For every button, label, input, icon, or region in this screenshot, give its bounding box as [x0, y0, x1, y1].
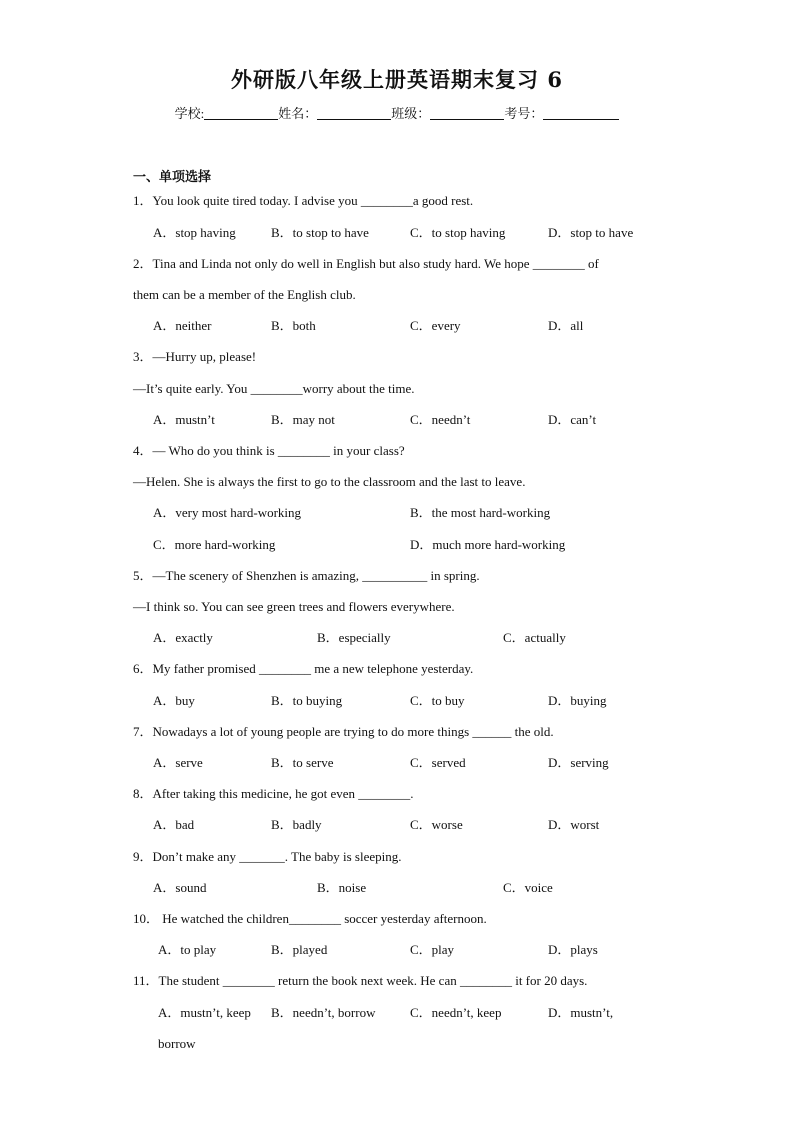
q4-option-b[interactable]: B．the most hard-working	[410, 505, 551, 520]
class-label: 班级：	[391, 106, 431, 121]
question-4-stem-cont: —Helen. She is always the first to go to the classroom and the last to leave.	[133, 474, 526, 489]
school-label: 学校:	[174, 106, 205, 121]
q8-option-b[interactable]: B．badly	[271, 817, 322, 832]
q4-option-c[interactable]: C．more hard-working	[153, 537, 276, 552]
question-3-stem: 3．—Hurry up, please!	[133, 349, 257, 364]
q1-option-d[interactable]: D．stop to have	[548, 225, 634, 240]
question-8-stem: 8．After taking this medicine, he got even ________.	[133, 786, 414, 801]
page-title: 外研版八年级上册英语期末复习 6	[231, 67, 563, 92]
q1-option-a[interactable]: A．stop having	[153, 225, 236, 240]
q4-option-a[interactable]: A．very most hard-working	[153, 505, 302, 520]
q7-option-a[interactable]: A．serve	[153, 755, 203, 770]
student-info-row	[0, 103, 794, 122]
q7-option-b[interactable]: B．to serve	[271, 755, 334, 770]
q3-option-c[interactable]: C．needn’t	[410, 412, 471, 427]
q6-option-b[interactable]: B．to buying	[271, 693, 343, 708]
q2-option-d[interactable]: D．all	[548, 318, 584, 333]
q9-option-c[interactable]: C．voice	[503, 880, 553, 895]
number-label: 考号：	[504, 106, 544, 121]
q6-option-a[interactable]: A．buy	[153, 693, 195, 708]
q2-option-a[interactable]: A．neither	[153, 318, 212, 333]
question-4-stem: 4．— Who do you think is ________ in your class?	[133, 443, 405, 458]
q11-option-a[interactable]: A．mustn’t, keep	[158, 1005, 251, 1020]
question-7-stem: 7．Nowadays a lot of young people are trying to do more things ______ the old.	[133, 724, 554, 739]
question-5-stem-cont: —I think so. You can see green trees and flowers everywhere.	[133, 599, 455, 614]
q9-option-b[interactable]: B．noise	[317, 880, 367, 895]
q10-option-b[interactable]: B．played	[271, 942, 328, 957]
q1-option-b[interactable]: B．to stop to have	[271, 225, 369, 240]
q11-option-b[interactable]: B．needn’t, borrow	[271, 1005, 376, 1020]
question-2-stem: 2．Tina and Linda not only do well in English but also study hard. We hope ________ of	[133, 256, 599, 271]
question-6-stem: 6．My father promised ________ me a new telephone yesterday.	[133, 661, 474, 676]
question-1-stem: 1．You look quite tired today. I advise you ________a good rest.	[133, 193, 474, 208]
name-label: 姓名：	[278, 106, 318, 121]
q7-option-c[interactable]: C．served	[410, 755, 466, 770]
number-blank[interactable]	[543, 106, 619, 120]
q11-option-c[interactable]: C．needn’t, keep	[410, 1005, 502, 1020]
q3-option-b[interactable]: B．may not	[271, 412, 335, 427]
q8-option-c[interactable]: C．worse	[410, 817, 463, 832]
q8-option-a[interactable]: A．bad	[153, 817, 195, 832]
q6-option-d[interactable]: D．buying	[548, 693, 607, 708]
q5-option-c[interactable]: C．actually	[503, 630, 566, 645]
question-9-stem: 9．Don’t make any _______. The baby is sleeping.	[133, 849, 402, 864]
q1-option-c[interactable]: C．to stop having	[410, 225, 506, 240]
question-2-stem-cont: them can be a member of the English club.	[133, 287, 356, 302]
class-blank[interactable]	[430, 106, 504, 120]
q8-option-d[interactable]: D．worst	[548, 817, 600, 832]
section-title: 一、单项选择	[133, 170, 212, 185]
question-3-stem-cont: —It’s quite early. You ________worry about the time.	[133, 381, 415, 396]
q10-option-a[interactable]: A．to play	[158, 942, 217, 957]
q10-option-d[interactable]: D．plays	[548, 942, 598, 957]
q4-option-d[interactable]: D．much more hard-working	[410, 537, 566, 552]
q10-option-c[interactable]: C．play	[410, 942, 455, 957]
q5-option-a[interactable]: A．exactly	[153, 630, 213, 645]
q3-option-a[interactable]: A．mustn’t	[153, 412, 215, 427]
q5-option-b[interactable]: B．especially	[317, 630, 391, 645]
q11-option-d[interactable]: D．mustn’t,	[548, 1005, 614, 1020]
question-11-stem: 11．The student ________ return the book next week. He can ________ it for 20 days.	[133, 973, 588, 988]
name-blank[interactable]	[317, 106, 391, 120]
q2-option-b[interactable]: B．both	[271, 318, 316, 333]
q2-option-c[interactable]: C．every	[410, 318, 461, 333]
question-10-stem: 10． He watched the children________ soccer yesterday afternoon.	[133, 911, 487, 926]
question-5-stem: 5．—The scenery of Shenzhen is amazing, __________ in spring.	[133, 568, 480, 583]
q11-option-d-cont: borrow	[158, 1036, 196, 1051]
q7-option-d[interactable]: D．serving	[548, 755, 609, 770]
q3-option-d[interactable]: D．can’t	[548, 412, 597, 427]
q6-option-c[interactable]: C．to buy	[410, 693, 465, 708]
school-blank[interactable]	[204, 106, 278, 120]
q9-option-a[interactable]: A．sound	[153, 880, 207, 895]
